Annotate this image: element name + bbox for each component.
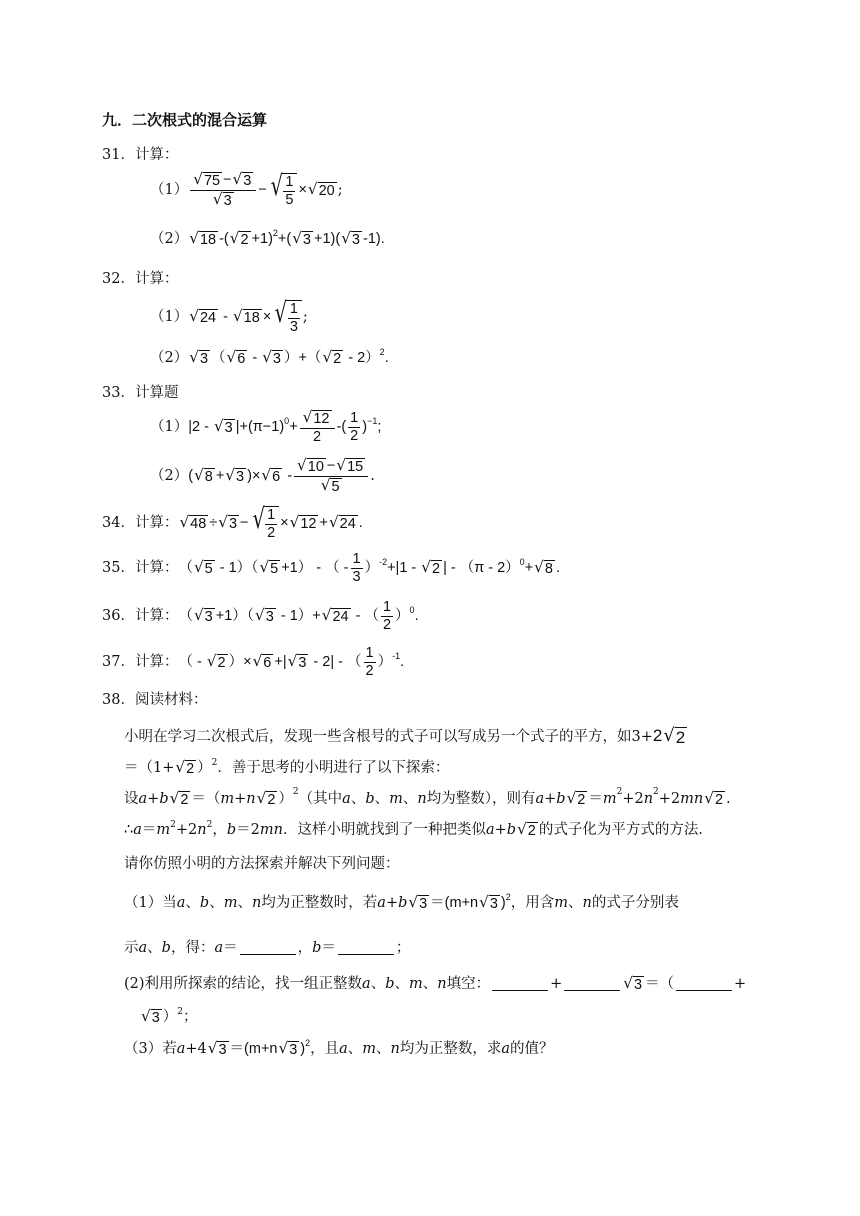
section-title: 九．二次根式的混合运算: [102, 111, 268, 129]
question-33: 33． 计算题: [102, 385, 179, 401]
question-33-part-2: （2） ( √ 8 + √ 3 )× √ 6 - √ 10 − √ 15 √ 5 .: [150, 456, 375, 496]
reading-line-3: 设 a + b √ 2 ＝（ m + n √ 2 ） $^2$ （其中 a 、 b 、 m 、 n 均为整数），则有 a + b √ 2 ＝ m $^2$ +2 n $^2$ +2 mn √ 2 .: [124, 787, 731, 808]
subquestion-2-line-1: (2)利用所探索的结论，找一组正整数 a 、 b 、 m 、 n 填空： + √ 3 ＝（ +: [124, 974, 747, 993]
reading-line-2: ＝（1+ √ 2 ）$^2$ ．善于思考的小明进行了以下探索：: [124, 758, 450, 777]
subquestion-1-line-2: 示 a 、 b ，得： a ＝ ， b ＝ ；: [124, 940, 411, 956]
question-32-part-1: （1） √ 24 - √ 18 × √ $\frac{1}{3}$ ;: [150, 297, 308, 336]
answer-blank-3[interactable]: [676, 978, 732, 991]
question-35: 35． 计算： （ √ 5 - 1）（ √ 5 +1） - （ - $\frac{1}{3}$ ）$^{-2}$+|1 - √ 2 | - （π - 2）$^0$+ √ 8 .: [102, 551, 560, 586]
question-32-part-2: （2） √ 3 （ √ 6 - √ 3 ）+（ √ 2 - 2）$^2$.: [150, 347, 389, 367]
question-36: 36． 计算： （ √ 3 +1）（ √ 3 - 1）+ √ 24 - （ $\frac{1}{2}$ ）$^0$.: [102, 599, 419, 634]
reading-line-4: $\therefore a=m^2+2n^2$，b＝2mn ．这样小明就找到了一种把类似 a + b √ 2 的式子化为平方式的方法．: [124, 820, 713, 839]
question-31-part-1: （1） √ 75 − √ 3 √ 3 − √ $\frac{1}{5}$ × √ 20 ;: [150, 170, 343, 210]
question-31: 31． 计算：: [102, 147, 179, 163]
answer-blank-a[interactable]: [240, 942, 296, 955]
subquestion-3: （3）若 a +4 √ 3 ＝ (m+n √ 3 )$^2$ ，且 a 、 m 、 n 均为正整数，求 a 的值？: [124, 1038, 554, 1058]
question-32: 32． 计算：: [102, 271, 179, 287]
question-38: 38． 阅读材料：: [102, 692, 208, 708]
subquestion-1-line-1: （1）当 a 、 b 、 m 、 n 均为正整数时，若 a + b √ 3 ＝ (m+n √ 3 )$^2$ ，用含 m 、 n 的式子分别表: [124, 892, 679, 912]
answer-blank-2[interactable]: [564, 978, 620, 991]
reading-line-5: 请你仿照小明的方法探索并解决下列问题：: [124, 856, 400, 872]
question-37: 37． 计算： （ - √ 2 ）× √ 6 +| √ 3 - 2| - （ $\frac{1}{2}$ ）$^{-1}$.: [102, 645, 405, 680]
answer-blank-1[interactable]: [492, 978, 548, 991]
subquestion-2-line-2: √ 3 ）$^2$；: [141, 1007, 198, 1026]
reading-line-1: 小明在学习二次根式后，发现一些含根号的式子可以写成另一个式子的平方，如3+ 2 √ 2: [124, 725, 686, 747]
question-31-part-2: （2） √ 18 -( √ 2 +1)$^2$+( √ 3 +1)( √ 3 -1).: [150, 228, 385, 248]
question-34: 34． 计算： √ 48 ÷ √ 3 − √ $\frac{1}{2}$ × √ 12 + √ 24 .: [102, 503, 363, 542]
fraction: √ 75 − √ 3 √ 3: [190, 172, 256, 209]
answer-blank-b[interactable]: [338, 942, 394, 955]
question-33-part-1: （1） |2 - √ 3 $|+(\pi-1)^0+$ √ 12 2 -( $\frac{1}{2}$ )$^{-1}$;: [150, 408, 382, 446]
